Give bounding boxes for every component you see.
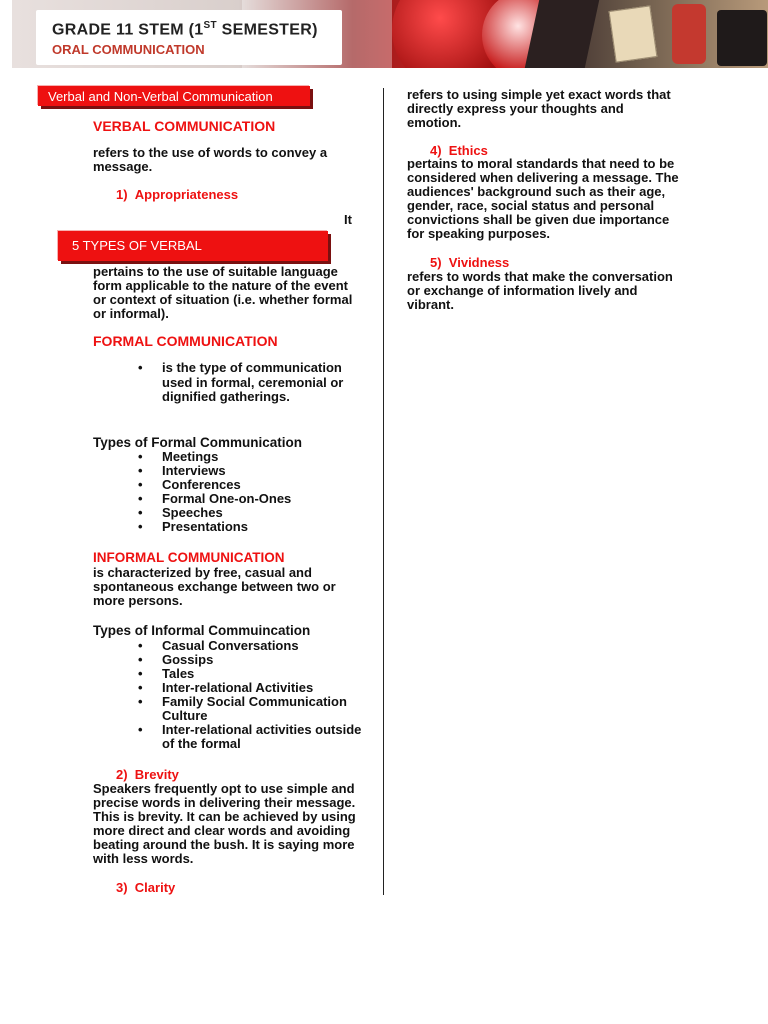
list-item: • Speeches: [138, 506, 353, 520]
informal-types-list: [138, 639, 363, 751]
banner-decoration: [609, 5, 658, 62]
clarity-definition: refers to using simple yet exact words that directly express your thoughts and emotion.: [407, 87, 671, 130]
banner-decoration: [672, 4, 706, 64]
banner-decoration: [717, 10, 767, 66]
ethics-definition: pertains to moral standards that need to be considered when delivering a message. The audiences' background such as their age, gender, race, social status and personal convictions shall be given due importance for speaking purposes.: [407, 156, 679, 241]
formal-definition-list: [138, 361, 353, 405]
text-fragment: It: [344, 212, 352, 227]
page-subtitle: ORAL COMMUNICATION: [52, 42, 205, 57]
verbal-heading: VERBAL COMMUNICATION: [93, 118, 276, 134]
appropriateness-definition: pertains to the use of suitable language form applicable to the nature of the event or context of situation (i.e. whether formal or informal).: [93, 264, 353, 321]
page-title: GRADE 11 STEM (1ST SEMESTER): [52, 20, 318, 39]
informal-heading: INFORMAL COMMUNICATION: [93, 550, 285, 565]
section-label-box: Verbal and Non-Verbal Communication: [38, 86, 310, 106]
formal-types-heading: Types of Formal Communication: [93, 435, 303, 450]
list-item: • Inter-relational activities outside of the formal: [138, 723, 363, 751]
list-item: • is the type of communication used in formal, ceremonial or dignified gatherings.: [138, 361, 353, 405]
types-label-box: 5 TYPES OF VERBAL: [58, 231, 328, 261]
item-brevity: 2) Brevity: [116, 767, 179, 782]
informal-definition: is characterized by free, casual and spontaneous exchange between two or more persons.: [93, 565, 336, 608]
list-item: • Conferences: [138, 478, 353, 492]
list-item: • Meetings: [138, 450, 353, 464]
vividness-definition: refers to words that make the conversation or exchange of information lively and vibrant.: [407, 269, 673, 312]
list-item: • Interviews: [138, 464, 353, 478]
list-item: • Inter-relational Activities: [138, 681, 363, 695]
item-vividness: 5) Vividness: [430, 255, 510, 270]
list-item: • Presentations: [138, 520, 353, 534]
list-item: • Tales: [138, 667, 363, 681]
item-clarity: 3) Clarity: [116, 880, 176, 895]
list-item: • Formal One-on-Ones: [138, 492, 353, 506]
item-ethics: 4) Ethics: [430, 143, 488, 158]
list-item: • Gossips: [138, 653, 363, 667]
column-divider: [383, 88, 384, 895]
informal-types-heading: Types of Informal Commuincation: [93, 623, 311, 638]
list-item: • Family Social Communication Culture: [138, 695, 363, 723]
verbal-definition: refers to the use of words to convey a message.: [93, 145, 328, 174]
banner-decoration: [525, 0, 599, 68]
brevity-definition: Speakers frequently opt to use simple and precise words in delivering their message. This is brevity. It can be achieved by using more direct and clear words and avoiding beating around the bush. It is saying more with less words.: [93, 781, 356, 866]
formal-heading: FORMAL COMMUNICATION: [93, 333, 278, 349]
formal-types-list: [138, 450, 353, 534]
item-appropriateness: 1) Appropriateness: [116, 187, 239, 202]
list-item: • Casual Conversations: [138, 639, 363, 653]
